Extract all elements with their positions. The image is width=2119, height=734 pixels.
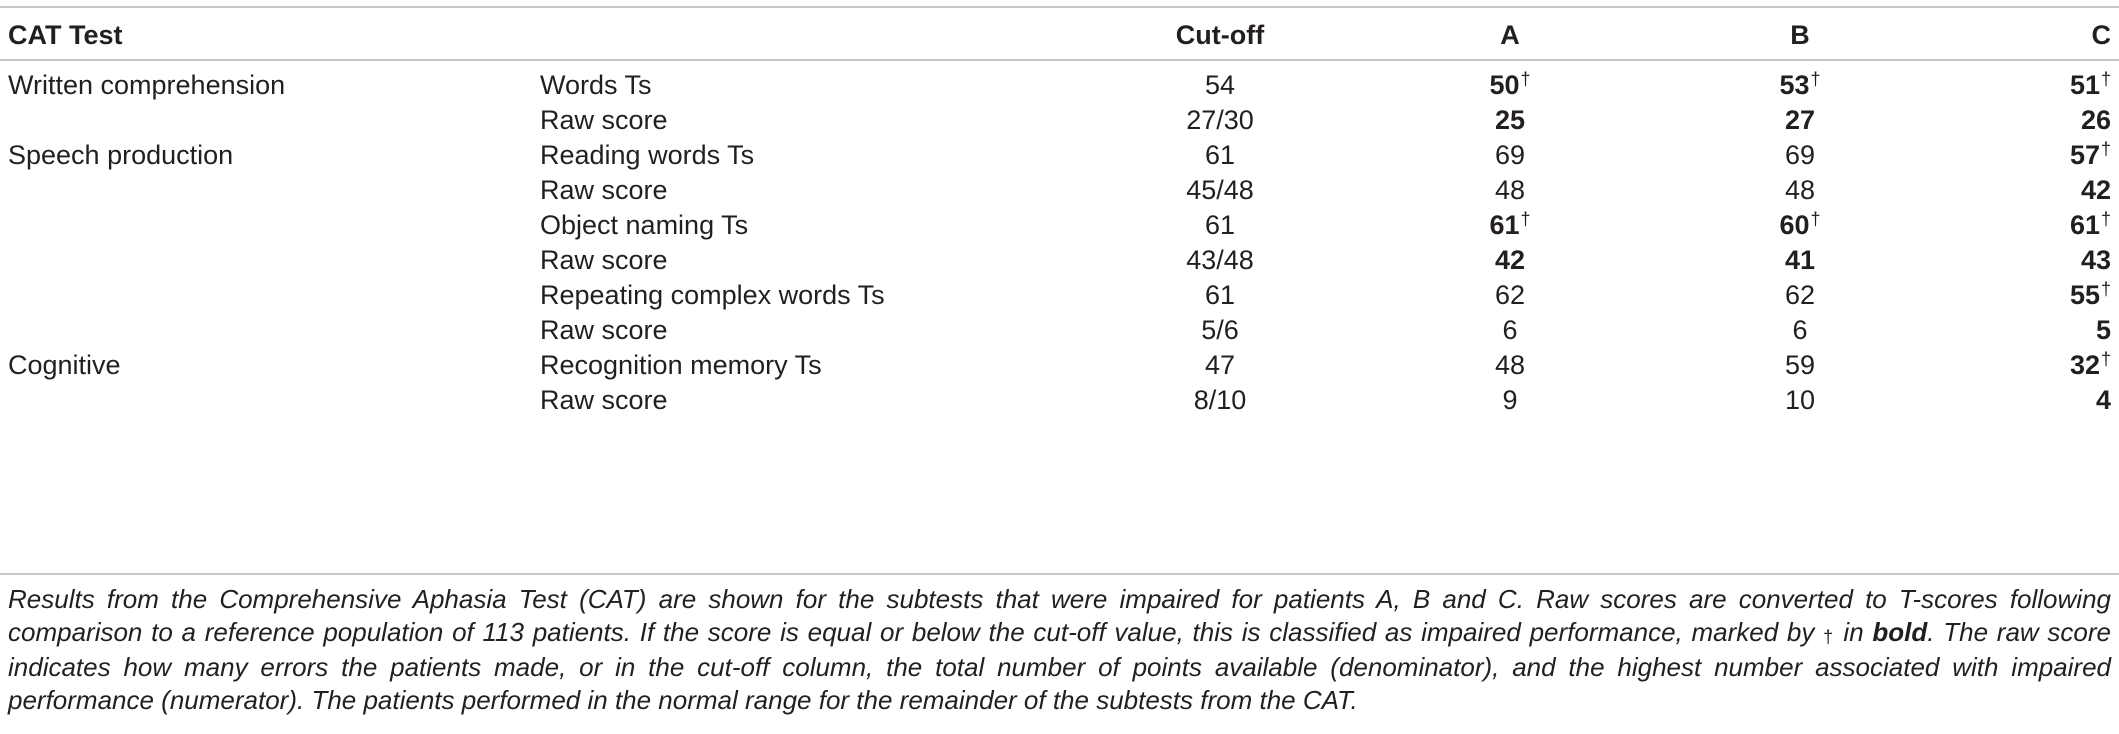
cell-patient-b <box>1735 175 1865 205</box>
score-value: 25 <box>1494 105 1526 135</box>
score-value: 5 <box>2095 315 2111 345</box>
cell-patient-b <box>1735 385 1865 415</box>
header-patient-a: A <box>1500 20 1520 50</box>
score-value: 59 <box>1784 350 1816 380</box>
score-value: 26 <box>2080 105 2111 135</box>
cutoff-value: 8/10 <box>1193 385 1247 415</box>
cutoff-value: 61 <box>1204 210 1236 240</box>
cell-subtest <box>540 350 822 380</box>
score-value: 61 <box>1489 210 1520 240</box>
cell-subtest <box>540 70 652 100</box>
cell-test-group <box>8 140 233 170</box>
cell-test-group <box>8 70 285 100</box>
impaired-dagger-mark: † <box>1810 69 1821 89</box>
impaired-dagger-mark: † <box>2100 349 2111 369</box>
cell-patient-c <box>2081 245 2111 275</box>
impaired-dagger-mark: † <box>1520 209 1531 229</box>
impaired-dagger-mark: † <box>1520 69 1531 89</box>
cell-patient-c <box>2070 350 2111 380</box>
impaired-dagger-mark: † <box>2100 209 2111 229</box>
cell-cutoff <box>1145 210 1295 240</box>
cutoff-value: 47 <box>1204 350 1236 380</box>
subtest-label: Words Ts <box>540 70 652 100</box>
cell-patient-c <box>2081 105 2111 135</box>
cell-patient-a <box>1445 315 1575 345</box>
score-value: 6 <box>1792 315 1808 345</box>
table-header-rule <box>0 59 2119 61</box>
caption-text-2: in <box>1834 616 1873 647</box>
cell-subtest <box>540 105 668 135</box>
cell-cutoff <box>1145 280 1295 310</box>
caption-bold-word: bold <box>1872 616 1928 647</box>
cell-patient-a <box>1445 140 1575 170</box>
cell-patient-a <box>1445 70 1575 100</box>
cell-cutoff <box>1145 105 1295 135</box>
cell-patient-b <box>1735 70 1865 100</box>
test-group-label: Speech production <box>8 140 234 170</box>
subtest-label: Raw score <box>540 385 668 415</box>
cutoff-value: 61 <box>1204 140 1236 170</box>
score-value: 32 <box>2069 350 2100 380</box>
cutoff-value: 27/30 <box>1186 105 1254 135</box>
score-value: 42 <box>2080 175 2111 205</box>
cutoff-value: 54 <box>1204 70 1236 100</box>
score-value: 48 <box>1784 175 1816 205</box>
score-value: 60 <box>1779 210 1810 240</box>
score-value: 4 <box>2095 385 2111 415</box>
score-value: 48 <box>1494 175 1526 205</box>
table-row <box>0 385 2119 432</box>
score-value: 62 <box>1494 280 1526 310</box>
cell-patient-a <box>1445 105 1575 135</box>
cell-cutoff <box>1145 140 1295 170</box>
cell-patient-a <box>1445 245 1575 275</box>
cell-subtest <box>540 385 668 415</box>
score-value: 27 <box>1784 105 1816 135</box>
cell-subtest <box>540 210 748 240</box>
cell-patient-c <box>2081 175 2111 205</box>
score-value: 50 <box>1489 70 1520 100</box>
table-bottom-rule <box>0 573 2119 575</box>
cell-patient-c <box>2070 210 2111 240</box>
cutoff-value: 61 <box>1204 280 1236 310</box>
cell-cutoff <box>1145 315 1295 345</box>
cell-patient-c <box>2070 70 2111 100</box>
header-patient-c: C <box>2091 20 2111 50</box>
cell-patient-b <box>1735 140 1865 170</box>
subtest-label: Reading words Ts <box>540 140 755 170</box>
impaired-dagger-mark: † <box>2100 69 2111 89</box>
cell-subtest <box>540 245 668 275</box>
table-top-rule <box>0 6 2119 8</box>
cell-cutoff <box>1145 245 1295 275</box>
test-group-label: Written comprehension <box>8 70 286 100</box>
cell-patient-c <box>2070 280 2111 310</box>
subtest-label: Repeating complex words Ts <box>540 280 885 310</box>
subtest-label: Recognition memory Ts <box>540 350 822 380</box>
cell-cutoff <box>1145 70 1295 100</box>
score-value: 69 <box>1784 140 1816 170</box>
score-value: 48 <box>1494 350 1526 380</box>
score-value: 6 <box>1502 315 1518 345</box>
cell-patient-b <box>1735 315 1865 345</box>
score-value: 42 <box>1494 245 1526 275</box>
caption-text-3: . The raw score indicates how many errors the patients made, or in the cut-off column, the total number of points available (denominator), and the highest number associated with impaired performance (numerator). The patients performed in the normal range for the remainder of the subtests from the CAT. <box>8 616 2112 715</box>
cell-patient-a <box>1445 210 1575 240</box>
cutoff-value: 45/48 <box>1186 175 1254 205</box>
score-value: 61 <box>2069 210 2100 240</box>
subtest-label: Raw score <box>540 245 668 275</box>
score-value: 55 <box>2069 280 2100 310</box>
header-cat-test: CAT Test <box>8 20 123 50</box>
impaired-dagger-mark: † <box>1810 209 1821 229</box>
score-value: 51 <box>2069 70 2100 100</box>
cell-cutoff <box>1145 350 1295 380</box>
cell-cutoff <box>1145 385 1295 415</box>
cell-test-group <box>8 350 121 380</box>
cell-patient-a <box>1445 175 1575 205</box>
cell-patient-c <box>2070 140 2111 170</box>
cutoff-value: 5/6 <box>1201 315 1239 345</box>
score-value: 62 <box>1784 280 1816 310</box>
cell-subtest <box>540 175 668 205</box>
cell-patient-b <box>1735 280 1865 310</box>
impaired-dagger-mark: † <box>2100 139 2111 159</box>
cell-patient-a <box>1445 280 1575 310</box>
cell-patient-b <box>1735 245 1865 275</box>
cell-patient-b <box>1735 105 1865 135</box>
impaired-dagger-mark: † <box>2100 279 2111 299</box>
caption-text-1: Results from the Comprehensive Aphasia Test (CAT) are shown for the subtests that were impaired for patients A, B and C. Raw scores are converted to T-scores following comparison to a reference population of 113 patients. If the score is equal or below the cut-off value, this is classified as impaired performance, marked by <box>8 584 2111 647</box>
cell-patient-a <box>1445 350 1575 380</box>
cell-subtest <box>540 280 885 310</box>
cell-cutoff <box>1145 175 1295 205</box>
caption-dagger: † <box>1823 626 1835 647</box>
cell-subtest <box>540 315 668 345</box>
subtest-label: Raw score <box>540 105 668 135</box>
subtest-label: Object naming Ts <box>540 210 749 240</box>
cell-patient-c <box>2096 385 2111 415</box>
score-value: 41 <box>1784 245 1816 275</box>
score-value: 43 <box>2080 245 2111 275</box>
cutoff-value: 43/48 <box>1186 245 1254 275</box>
cell-subtest <box>540 140 754 170</box>
header-patient-b: B <box>1790 20 1810 50</box>
subtest-label: Raw score <box>540 315 668 345</box>
cell-patient-a <box>1445 385 1575 415</box>
score-value: 10 <box>1784 385 1816 415</box>
score-value: 9 <box>1502 385 1518 415</box>
header-cutoff: Cut-off <box>1175 20 1265 50</box>
table-caption <box>8 583 2111 716</box>
cell-patient-b <box>1735 210 1865 240</box>
subtest-label: Raw score <box>540 175 668 205</box>
score-value: 57 <box>2069 140 2100 170</box>
score-value: 69 <box>1494 140 1526 170</box>
cell-patient-b <box>1735 350 1865 380</box>
test-group-label: Cognitive <box>8 350 121 380</box>
score-value: 53 <box>1779 70 1810 100</box>
cell-patient-c <box>2096 315 2111 345</box>
